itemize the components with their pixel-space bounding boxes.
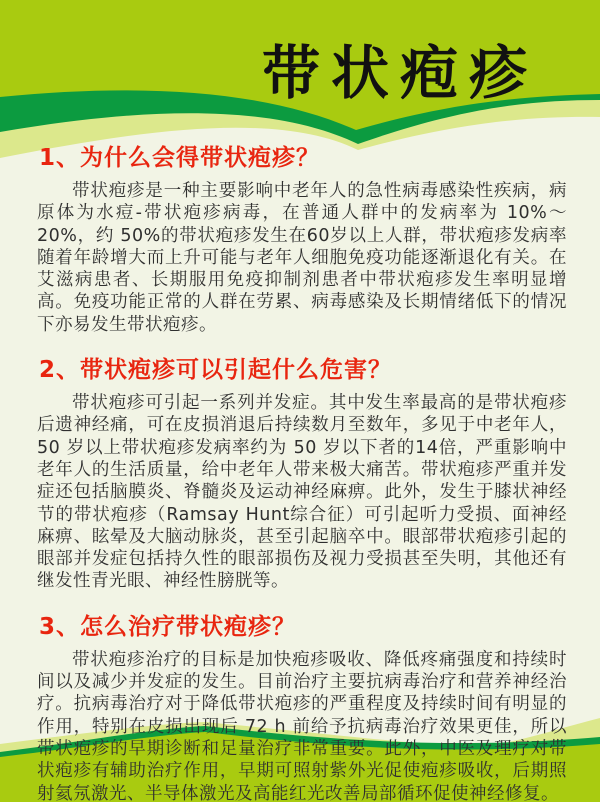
section-1-body: 带状疱疹是一种主要影响中老年人的急性病毒感染性疾病，病原体为水痘-带状疱疹病毒，在普通人群中的发病率为 10%～20%，约 50%的带状疱疹发生在60岁以上人群，带状疱疹发病率随着年龄增大而上升可能与老年人细胞免疫功能逐渐退化有关。在艾滋病患者、长期服用免疫抑制剂患者中带状疱疹发生率明显增高。免疫功能正常的人群在劳累、病毒感染及长期情绪低下的情况下亦易发生带状疱疹。 bbox=[37, 181, 567, 335]
section-why-get-shingles bbox=[37, 139, 567, 336]
section-3-heading: 3、怎么治疗带状疱疹？ bbox=[39, 613, 297, 640]
section-shingles-treatment bbox=[37, 608, 567, 802]
section-shingles-harms bbox=[37, 351, 567, 593]
section-2-body: 带状疱疹可引起一系列并发症。其中发生率最高的是带状疱疹后遗神经痛，可在皮损消退后持续数月至数年，多见于中老年人，50 岁以上带状疱疹发病率约为 50 岁以下者的14倍，严重影响中老年人的生活质量，给中老年人带来极大痛苦。带状疱疹严重并发症还包括脑膜炎、脊髓炎及运动神经麻痹。此外，发生于膝状神经节的带状疱疹（Ramsay Hunt综合征）可引起听力受损、面神经麻痹、眩晕及大脑动脉炎，甚至引起脑卒中。眼部带状疱疹引起的眼部并发症包括持久性的眼部损伤及视力受损甚至失明，其他还有继发性青光眼、神经性膀胱等。 bbox=[37, 393, 567, 592]
section-2-heading: 2、带状疱疹可以引起什么危害？ bbox=[39, 357, 393, 384]
section-1-heading: 1、为什么会得带状疱疹？ bbox=[39, 145, 321, 171]
poster-title: 带状疱疹 bbox=[261, 39, 538, 107]
section-3-body: 带状疱疹治疗的目标是加快疱疹吸收、降低疼痛强度和持续时间以及减少并发症的发生。目前治疗主要抗病毒治疗和营养神经治疗。抗病毒治疗对于降低带状疱疹的严重程度及持续时间有明显的作用，特别在皮损出现后 72 h 前给予抗病毒治疗效果更佳，所以带状疱疹的早期诊断和足量治疗非常重要。此外，中医及理疗对带状疱疹有辅助治疗作用，早期可照射紫外光促使疱疹吸收，后期照射氦氖激光、半导体激光及高能红光改善局部循环促使神经修复。 bbox=[37, 649, 567, 802]
poster-content bbox=[37, 139, 567, 802]
